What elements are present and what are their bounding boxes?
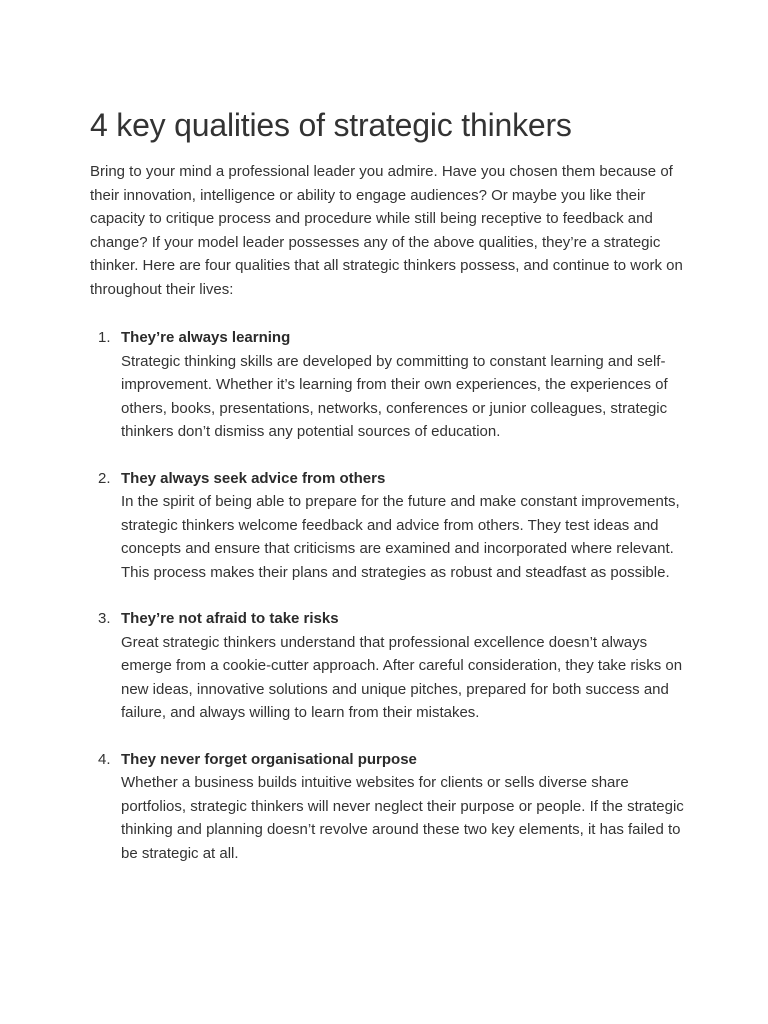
article <box>90 0 690 888</box>
list-item-heading: They’re not afraid to take risks <box>121 610 339 627</box>
list-item-body: Strategic thinking skills are developed by committing to constant learning and self-improvement. Whether it’s learning from their own experiences, the experiences of others, books, presentations, networks, conferences or junior colleagues, strategic thinkers don’t dismiss any potential sources of education. <box>121 352 668 440</box>
list-item-body: Whether a business builds intuitive websites for clients or sells diverse share portfolios, strategic thinkers will never neglect their purpose or people. If the strategic thinking and planning doesn’t revolve around these two key elements, it has failed to be strategic at all. <box>121 774 684 862</box>
list-item-body: In the spirit of being able to prepare for the future and make constant improvements, strategic thinkers welcome feedback and advice from others. They test ideas and concepts and ensure that criticisms are examined and incorporated where relevant. This process makes their plans and strategies as robust and steadfast as possible. <box>121 493 680 581</box>
list-item <box>90 467 690 585</box>
list-item-heading: They never forget organisational purpose <box>121 750 417 768</box>
list-item <box>90 748 690 866</box>
list-item-body: Great strategic thinkers understand that professional excellence doesn’t always emerge from a cookie-cutter approach. After careful consideration, they take risks on new ideas, innovative solutions and unique pitches, prepared for both success and failure, and always willing to learn from their mistakes. <box>121 633 683 721</box>
list-item-number: 4. <box>98 750 111 768</box>
list-item-heading: They always seek advice from others <box>121 469 386 487</box>
list-item-heading: They’re always learning <box>121 329 291 346</box>
article-title: 4 key qualities of strategic thinkers <box>90 107 572 143</box>
list-item <box>90 326 690 444</box>
qualities-list <box>90 326 690 865</box>
list-item-number: 3. <box>98 610 111 627</box>
list-item-number: 2. <box>98 469 111 487</box>
intro-paragraph: Bring to your mind a professional leader you admire. Have you chosen them because of their innovation, intelligence or ability to engage audiences? Or maybe you like their capacity to critique process and procedure while still being receptive to feedback and change? If your model leader possesses any of the above qualities, they’re a strategic thinker. Here are four qualities that all strategic thinkers possess, and continue to work on throughout their lives: <box>90 163 683 298</box>
list-item <box>90 607 690 725</box>
list-item-number: 1. <box>98 329 111 346</box>
